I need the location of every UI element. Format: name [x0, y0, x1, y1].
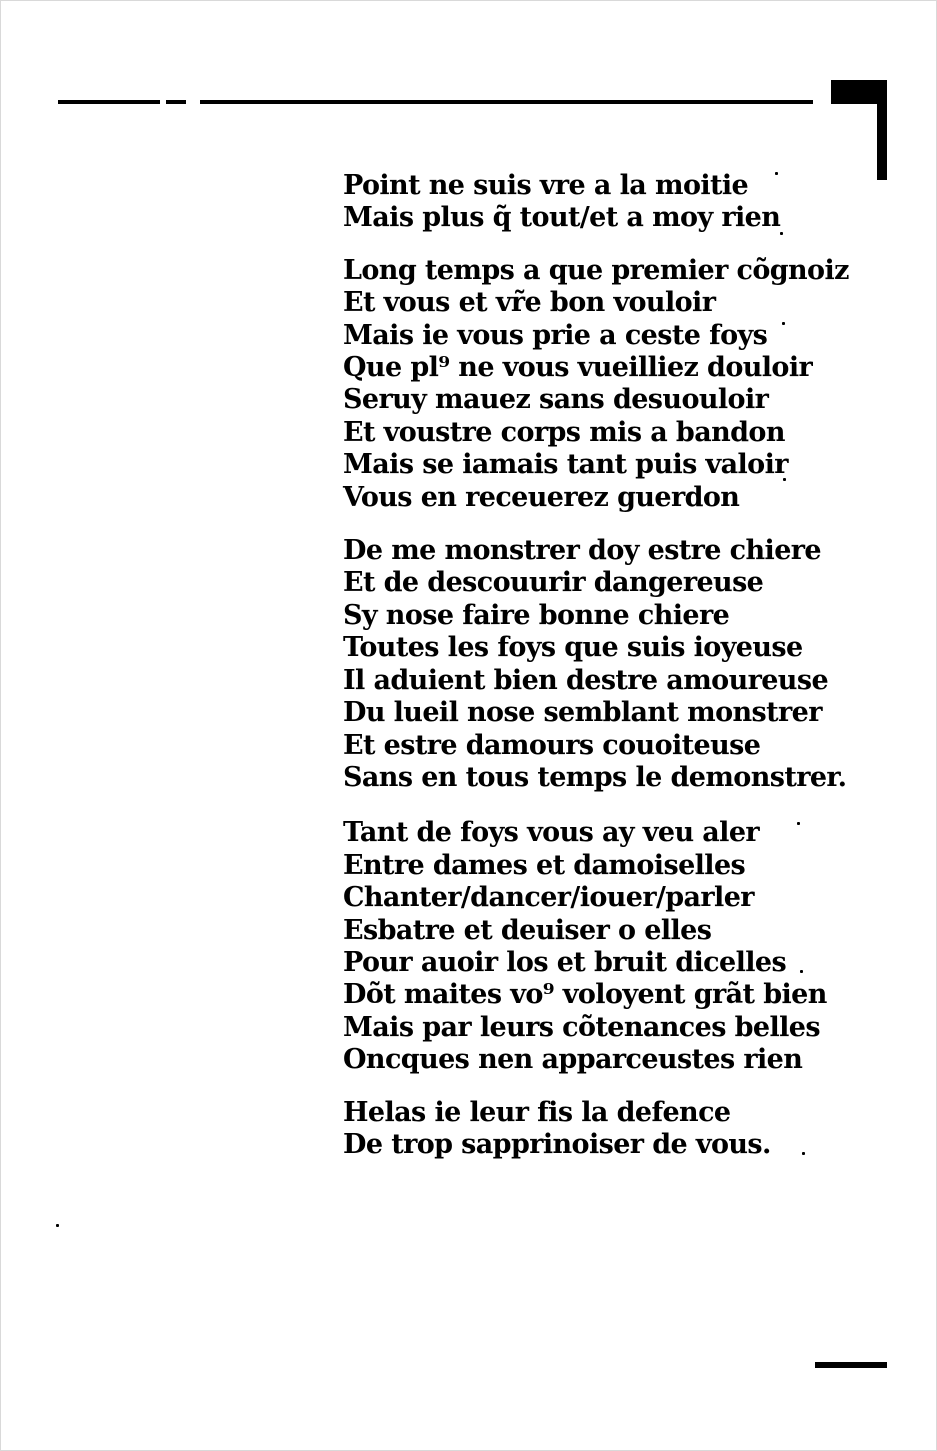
verse-line: Que pl⁹ ne vous vueilliez douloir	[343, 352, 813, 384]
stanza	[343, 817, 827, 1076]
verse-line: Et voustre corps mis a bandon	[343, 416, 785, 448]
verse-line: Helas ie leur fis la defence	[343, 1096, 731, 1128]
stanza	[343, 1097, 803, 1162]
stanza	[343, 170, 803, 235]
verse-line: Esbatre et deuiser o elles	[343, 914, 712, 946]
poem-text	[343, 170, 849, 1161]
verse-line: Mais plus q̃ tout/et a moy rien	[343, 202, 781, 234]
bottom-rule	[815, 1362, 887, 1368]
verse-line: De me monstrer doy estre chiere	[343, 535, 821, 567]
verse-line: Chanter/dancer/iouer/parler	[343, 882, 754, 914]
top-rule-gap	[186, 99, 200, 105]
verse-line: Du lueil nose semblant monstrer	[343, 697, 822, 729]
stanza	[343, 254, 849, 514]
verse-line: Mais ie vous prie a ceste foys	[343, 319, 768, 351]
verse-line: De trop sapprinoiser de vous.	[343, 1128, 771, 1160]
top-rule	[58, 100, 813, 104]
verse-line: Et de descouurir dangereuse	[343, 567, 764, 599]
verse-line: Seruy mauez sans desuouloir	[343, 384, 769, 416]
verse-line: Dõt maites vo⁹ voloyent grãt bien	[343, 979, 827, 1011]
verse-line: Et estre damours couoiteuse	[343, 729, 761, 761]
top-rule-gap	[160, 99, 166, 105]
ink-speck	[56, 1224, 59, 1227]
page-edge-bar	[877, 80, 887, 180]
verse-line: Vous en receuerez guerdon	[343, 481, 740, 513]
verse-line: Oncques nen apparceustes rien	[343, 1044, 803, 1076]
verse-line: Point ne suis vre a la moitie	[343, 170, 749, 201]
verse-line: Long temps a que premier cõgnoiz	[343, 254, 849, 286]
verse-line: Il aduient bien destre amoureuse	[343, 664, 829, 696]
verse-line: Mais par leurs cõtenances belles	[343, 1011, 820, 1043]
verse-line: Sy nose faire bonne chiere	[343, 599, 730, 631]
verse-line: Et vous et vr̃e bon vouloir	[343, 287, 716, 319]
verse-line: Entre dames et damoiselles	[343, 849, 746, 881]
verse-line: Tant de foys vous ay veu aler	[343, 817, 760, 849]
verse-line: Toutes les foys que suis ioyeuse	[343, 632, 803, 664]
verse-line: Pour auoir los et bruit dicelles	[343, 946, 787, 978]
verse-line: Sans en tous temps le demonstrer.	[343, 761, 847, 793]
verse-line: Mais se iamais tant puis valoir	[343, 449, 788, 481]
stanza	[343, 535, 847, 794]
